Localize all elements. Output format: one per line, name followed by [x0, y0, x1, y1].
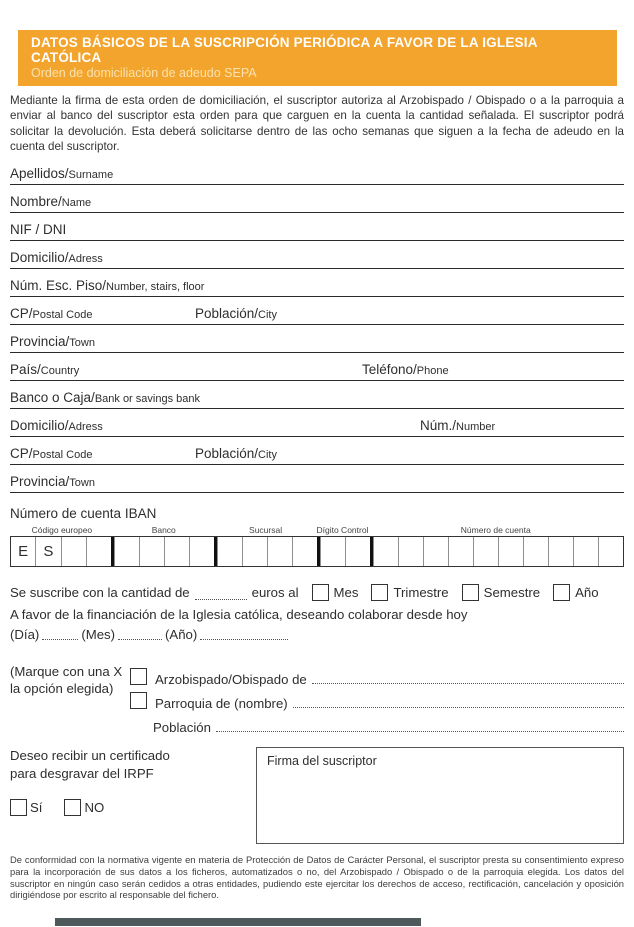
semestre-checkbox[interactable] [462, 584, 479, 601]
iban-cell[interactable] [164, 537, 189, 566]
iban-cell[interactable] [373, 537, 398, 566]
parroquia-label: Parroquia de (nombre) [155, 696, 288, 712]
choice-note [10, 663, 130, 735]
field-row-apellidos[interactable] [10, 157, 624, 185]
poblacion-fill-line[interactable] [216, 718, 624, 732]
iban-cell[interactable] [139, 537, 164, 566]
label-en: Number [456, 421, 496, 434]
iban-group-numero-cuenta [370, 537, 623, 566]
label-es: CP/ [10, 306, 33, 322]
field-row-cp-poblacion-2[interactable] [10, 437, 624, 465]
arzobispado-checkbox[interactable] [130, 668, 147, 685]
field-row-domicilio-1[interactable] [10, 241, 624, 269]
choice-item-poblacion [130, 711, 624, 735]
iban-group-digito-control [317, 537, 370, 566]
iban-cell[interactable] [498, 537, 523, 566]
beneficiary-choice-section [10, 663, 624, 735]
iban-group-banco [111, 537, 214, 566]
label-es: País/ [10, 362, 41, 378]
iban-cell[interactable] [423, 537, 448, 566]
label-es: Provincia/ [10, 334, 70, 350]
choice-note-line2: la opción elegida) [10, 681, 114, 697]
label-en: Name [61, 197, 92, 210]
iban-label-sucursal: Sucursal [249, 525, 283, 536]
iban-cell[interactable] [523, 537, 548, 566]
trimestre-label: Trimestre [393, 585, 449, 601]
iban-label-banco: Banco [151, 525, 176, 536]
certificate-line2: para desgravar del IRPF [10, 765, 154, 781]
checkbox-spacer [130, 718, 145, 733]
legal-text: De conformidad con la normativa vigente en materia de Protección de Datos de Carácter Personal, el suscriptor presta su consentimiento expreso para la incorporación de sus datos a los ficheros, automatizados o no, del Arzobispado / Obispado o de la parroquia elegida. Los datos del suscriptor en ningún caso serán cedidos a otras entidades, pudiendo este ejercitar los derechos de acceso, rectificación, cancelación y oposición dirigiéndose por escrito al responsable del fichero. [10, 854, 624, 901]
ano-date-label: (Año) [165, 627, 198, 643]
form-header [18, 30, 617, 86]
field-row-nif[interactable] [10, 213, 624, 241]
iban-cell[interactable] [448, 537, 473, 566]
field-label-apellidos [10, 165, 113, 183]
label-es: Población/ [195, 446, 259, 462]
label-en: Postal Code [32, 449, 93, 462]
label-es: Población/ [195, 306, 259, 322]
field-row-num-esc-piso[interactable] [10, 269, 624, 297]
label-en: Surname [68, 169, 114, 182]
ano-label: Año [575, 585, 599, 601]
iban-cell[interactable] [86, 537, 111, 566]
field-label-provincia [10, 333, 95, 351]
label-en: Country [40, 365, 80, 378]
label-es: NIF / DNI [10, 222, 67, 238]
arzobispado-label: Arzobispado/Obispado de [155, 672, 307, 688]
field-label-num-esc-piso [10, 277, 204, 295]
iban-cell[interactable]: E [18, 543, 29, 561]
choice-item-parroquia [130, 687, 624, 711]
field-label-poblacion [195, 305, 277, 323]
si-label: Sí [30, 800, 43, 816]
field-row-cp-poblacion-1[interactable] [10, 297, 624, 325]
start-date-line [10, 626, 624, 642]
iban-label-digito-control: Dígito Control [316, 525, 369, 536]
certificate-block [10, 747, 256, 844]
iban-cell[interactable] [114, 537, 139, 566]
iban-cell[interactable] [598, 537, 623, 566]
dia-fill-line[interactable] [42, 626, 78, 640]
choice-item-arzobispado [130, 663, 624, 687]
label-es: Teléfono/ [362, 362, 417, 378]
label-es: Domicilio/ [10, 418, 69, 434]
subscription-amount-line [10, 584, 624, 601]
field-label-pais [10, 361, 79, 379]
field-row-domicilio-2[interactable] [10, 409, 624, 437]
field-row-provincia-1[interactable] [10, 325, 624, 353]
field-row-provincia-2[interactable] [10, 465, 624, 493]
field-label-nombre [10, 193, 91, 211]
field-row-banco-caja[interactable] [10, 381, 624, 409]
label-es: Apellidos/ [10, 166, 69, 182]
label-es: Provincia/ [10, 474, 70, 490]
label-en: City [258, 309, 277, 322]
mes-date-label: (Mes) [81, 627, 116, 643]
iban-group-sucursal [214, 537, 317, 566]
si-checkbox[interactable] [10, 799, 27, 816]
label-en: Bank or savings bank [94, 393, 200, 406]
field-label-num [420, 417, 495, 435]
label-es: Nombre/ [10, 194, 62, 210]
poblacion-label: Población [153, 720, 211, 736]
field-label-telefono [362, 361, 449, 379]
field-label-domicilio [10, 417, 103, 435]
label-en: Town [69, 477, 95, 490]
iban-cell[interactable] [573, 537, 598, 566]
field-label-cp [10, 305, 92, 323]
field-label-cp [10, 445, 92, 463]
label-es: Núm. Esc. Piso/ [10, 278, 107, 294]
field-label-provincia [10, 473, 95, 491]
amount-text-after: euros al [251, 585, 299, 601]
label-es: CP/ [10, 446, 33, 462]
semestre-label: Semestre [483, 585, 541, 601]
iban-cell[interactable] [61, 537, 86, 566]
label-en: City [258, 449, 277, 462]
field-label-nif [10, 221, 66, 239]
mes-fill-line[interactable] [118, 626, 162, 640]
amount-fill-line[interactable] [195, 586, 247, 600]
iban-cell[interactable] [398, 537, 423, 566]
field-row-nombre[interactable] [10, 185, 624, 213]
iban-cell[interactable] [473, 537, 498, 566]
parroquia-checkbox[interactable] [130, 692, 147, 709]
trimestre-checkbox[interactable] [371, 584, 388, 601]
iban-cell[interactable] [267, 537, 292, 566]
parroquia-fill-line[interactable] [293, 694, 624, 708]
mes-checkbox[interactable] [312, 584, 329, 601]
no-checkbox[interactable] [64, 799, 81, 816]
label-en: Adress [68, 253, 103, 266]
iban-label-numero-cuenta: Número de cuenta [460, 525, 531, 536]
iban-cell[interactable] [242, 537, 267, 566]
ano-fill-line[interactable] [200, 626, 288, 640]
footer-bar [55, 918, 421, 926]
iban-group-codigo-europeo [11, 537, 111, 566]
intro-paragraph: Mediante la firma de esta orden de domiciliación, el suscriptor autoriza al Arzobispado / Obispado o a la parroquia a enviar al banco del suscriptor esta orden para que carguen en la cuenta la cantidad señalada. El suscriptor podrá solicitar la devolución. Esta deberá solicitarse dentro de las ocho semanas que siguen a la fecha de adeudo en la cuenta del suscriptor. [10, 94, 624, 153]
iban-section-title: Número de cuenta IBAN [10, 506, 157, 522]
field-label-banco [10, 389, 200, 407]
label-es: Banco o Caja/ [10, 390, 95, 406]
iban-label-codigo-europeo: Código europeo [31, 525, 93, 536]
field-label-poblacion [195, 445, 277, 463]
ano-checkbox[interactable] [553, 584, 570, 601]
mes-label: Mes [333, 585, 359, 601]
signature-label: Firma del suscriptor [267, 754, 377, 769]
no-label: NO [84, 800, 105, 816]
certificate-choices [10, 799, 256, 817]
label-en: Postal Code [32, 309, 93, 322]
certificate-line1: Deseo recibir un certificado [10, 748, 170, 764]
iban-group-labels [11, 525, 623, 535]
iban-cell[interactable] [320, 537, 345, 566]
label-en: Adress [68, 421, 103, 434]
arzobispado-fill-line[interactable] [312, 670, 624, 684]
choice-note-line1: (Marque con una X [10, 664, 123, 680]
label-en: Town [69, 337, 95, 350]
iban-cell[interactable]: S [35, 537, 60, 566]
label-en: Phone [416, 365, 449, 378]
iban-cell[interactable] [217, 537, 242, 566]
field-row-pais-telefono[interactable] [10, 353, 624, 381]
form-subtitle: Orden de domiciliación de adeudo SEPA [31, 66, 257, 80]
form-title: DATOS BÁSICOS DE LA SUSCRIPCIÓN PERIÓDICA A FAVOR DE LA IGLESIA CATÓLICA [31, 35, 538, 65]
iban-grid [10, 536, 624, 567]
favor-line: A favor de la financiación de la Iglesia católica, deseando colaborar desde hoy [10, 607, 468, 623]
label-es: Núm./ [420, 418, 457, 434]
sepa-subscription-form [0, 30, 634, 901]
iban-cell[interactable] [548, 537, 573, 566]
iban-cell[interactable] [345, 537, 370, 566]
certificate-signature-section [10, 747, 624, 844]
amount-text-before: Se suscribe con la cantidad de [10, 585, 190, 601]
field-label-domicilio [10, 249, 103, 267]
label-en: Number, stairs, floor [106, 281, 205, 294]
dia-label: (Día) [10, 627, 40, 643]
field-rows [10, 157, 624, 493]
signature-box[interactable] [256, 747, 624, 844]
iban-cell[interactable] [189, 537, 214, 566]
iban-cell[interactable] [292, 537, 317, 566]
label-es: Domicilio/ [10, 250, 69, 266]
choice-list [130, 663, 624, 735]
